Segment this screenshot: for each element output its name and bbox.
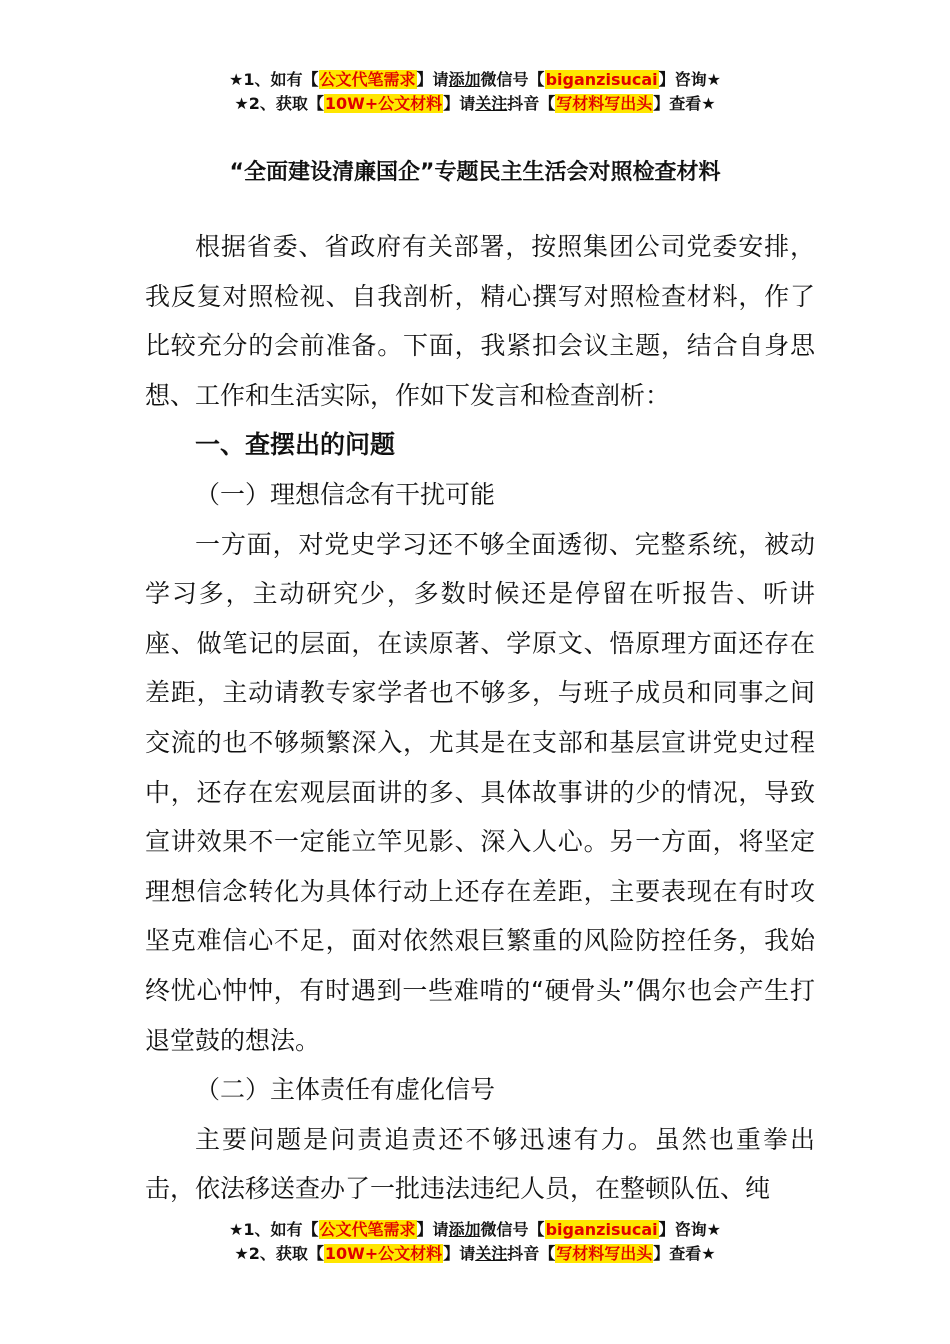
document-body [145, 222, 815, 1214]
banner-text: 】请 [443, 1244, 476, 1263]
banner-text: ★2、获取【 [234, 94, 324, 113]
footer-banner [0, 1218, 950, 1266]
banner-text: 微信号【 [480, 70, 545, 89]
banner-text: 微信号【 [480, 1220, 545, 1239]
banner-underline: 关注 [475, 94, 508, 113]
body-paragraph: 主要问题是问责追责还不够迅速有力。虽然也重拳出击，依法移送查办了一批违法违纪人员，在整顿队伍、纯 [145, 1124, 815, 1204]
banner-line-1 [0, 1218, 950, 1242]
banner-highlight: 公文代笔需求 [319, 1220, 416, 1239]
banner-line-2 [0, 92, 950, 116]
header-banner [0, 68, 950, 116]
banner-text: ★1、如有【 [229, 70, 319, 89]
banner-highlight: 10W+公文材料 [324, 1244, 443, 1263]
banner-text: 】查看★ [653, 94, 716, 113]
document-title: “全面建设清廉国企”专题民主生活会对照检查材料 [229, 160, 721, 185]
section-heading: 一、查摆出的问题 [195, 430, 396, 460]
banner-text: 】查看★ [653, 1244, 716, 1263]
banner-text: 】请 [443, 94, 476, 113]
banner-highlight: 公文代笔需求 [319, 70, 416, 89]
banner-line-1 [0, 68, 950, 92]
banner-text: 】请 [416, 70, 449, 89]
banner-text: 】请 [416, 1220, 449, 1239]
subsection-heading: （一）理想信念有干扰可能 [195, 479, 496, 509]
banner-line-2 [0, 1242, 950, 1266]
banner-text: ★2、获取【 [234, 1244, 324, 1263]
banner-highlight: 写材料写出头 [556, 94, 653, 113]
subsection-heading: （二）主体责任有虚化信号 [195, 1075, 496, 1105]
banner-highlight: biganzisucai [545, 1220, 658, 1239]
banner-highlight: biganzisucai [545, 70, 658, 89]
banner-text: ★1、如有【 [229, 1220, 319, 1239]
banner-underline: 关注 [475, 1244, 508, 1263]
banner-underline: 添加 [448, 70, 481, 89]
banner-text: 抖音【 [507, 94, 556, 113]
banner-highlight: 写材料写出头 [556, 1244, 653, 1263]
banner-text: 抖音【 [507, 1244, 556, 1263]
banner-text: 】咨询★ [658, 70, 721, 89]
banner-underline: 添加 [448, 1220, 481, 1239]
banner-text: 】咨询★ [658, 1220, 721, 1239]
banner-highlight: 10W+公文材料 [324, 94, 443, 113]
intro-paragraph: 根据省委、省政府有关部署，按照集团公司党委安排，我反复对照检视、自我剖析，精心撰写对照检查材料，作了比较充分的会前准备。下面，我紧扣会议主题，结合自身思想、工作和生活实际，作如下发言和检查剖析： [145, 232, 815, 410]
body-paragraph: 一方面，对党史学习还不够全面透彻、完整系统，被动学习多，主动研究少，多数时候还是停留在听报告、听讲座、做笔记的层面，在读原著、学原文、悟原理方面还存在差距，主动请教专家学者也不够多，与班子成员和同事之间交流的也不够频繁深入，尤其是在支部和基层宣讲党史过程中，还存在宏观层面讲的多、具体故事讲的少的情况，导致宣讲效果不一定能立竿见影、深入人心。另一方面，将坚定理想信念转化为具体行动上还存在差距，主要表现在有时攻坚克难信心不足，面对依然艰巨繁重的风险防控任务，我始终忧心忡忡，有时遇到一些难啃的“硬骨头”偶尔也会产生打退堂鼓的想法。 [145, 529, 815, 1055]
